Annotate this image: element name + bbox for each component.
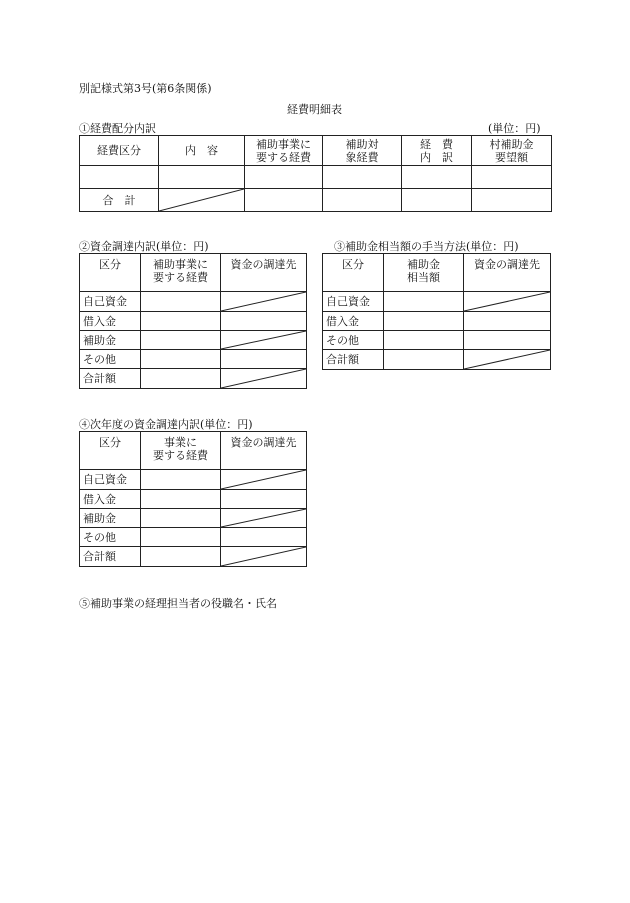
cell-input[interactable] <box>141 490 221 509</box>
diagonal-cell <box>221 369 307 389</box>
col-header-subsidy-equivalent: 補助金 相当額 <box>384 254 464 292</box>
page-title: 経費明細表 <box>287 103 342 116</box>
cell-input[interactable] <box>221 312 307 331</box>
diagonal-cell <box>221 470 307 490</box>
form-label: 別記様式第3号(第6条関係) <box>79 82 212 95</box>
cell-input[interactable] <box>141 350 221 369</box>
cell-input[interactable] <box>384 331 464 350</box>
diagonal-cell <box>221 331 307 350</box>
table-row <box>80 292 307 312</box>
cell-input[interactable] <box>141 369 221 389</box>
total-row <box>80 547 307 567</box>
table-row <box>323 292 551 312</box>
table-header-row <box>80 432 307 470</box>
row-label: 借入金 <box>323 312 384 331</box>
diagonal-cell <box>159 189 245 212</box>
cell-input[interactable] <box>384 292 464 312</box>
cell-input[interactable] <box>141 331 221 350</box>
cell-input[interactable] <box>141 528 221 547</box>
table-header-row <box>323 254 551 292</box>
table-row <box>80 470 307 490</box>
diagonal-cell <box>464 292 551 312</box>
cell-input[interactable] <box>80 166 159 189</box>
total-row <box>323 350 551 370</box>
col-header-funding-source: 資金の調達先 <box>221 432 307 470</box>
total-label: 合計額 <box>80 369 141 389</box>
cell-input[interactable] <box>245 166 323 189</box>
row-label: 借入金 <box>80 490 141 509</box>
table-row <box>80 166 552 189</box>
col-header-category: 区分 <box>80 432 141 470</box>
table-row <box>323 331 551 350</box>
cell-input[interactable] <box>384 350 464 370</box>
cell-input[interactable] <box>472 189 552 212</box>
cell-input[interactable] <box>245 189 323 212</box>
cell-input[interactable] <box>141 470 221 490</box>
cell-input[interactable] <box>141 292 221 312</box>
section5-heading: ⑤補助事業の経理担当者の役職名・氏名 <box>79 597 277 610</box>
row-label: 自己資金 <box>80 292 141 312</box>
expense-allocation-table <box>79 135 552 212</box>
cell-input[interactable] <box>221 528 307 547</box>
total-label: 合計額 <box>323 350 384 370</box>
cell-input[interactable] <box>402 189 472 212</box>
total-label: 合計額 <box>80 547 141 567</box>
col-header-requested-amount: 村補助金 要望額 <box>472 136 552 166</box>
cell-input[interactable] <box>402 166 472 189</box>
row-label: その他 <box>323 331 384 350</box>
table-row <box>80 331 307 350</box>
col-header-category: 経費区分 <box>80 136 159 166</box>
cell-input[interactable] <box>159 166 245 189</box>
row-label: その他 <box>80 528 141 547</box>
table-row <box>80 528 307 547</box>
col-header-funding-source: 資金の調達先 <box>221 254 307 292</box>
row-label: 補助金 <box>80 331 141 350</box>
col-header-breakdown: 経 費 内 訳 <box>402 136 472 166</box>
cell-input[interactable] <box>141 312 221 331</box>
section2-heading: ②資金調達内訳(単位：円) <box>79 240 209 253</box>
table-header-row <box>80 254 307 292</box>
funding-source-table <box>79 253 307 389</box>
table-row <box>80 490 307 509</box>
cell-input[interactable] <box>221 350 307 369</box>
col-header-funding-source: 資金の調達先 <box>464 254 551 292</box>
section3-heading: ③補助金相当額の手当方法(単位：円) <box>334 240 519 253</box>
subsidy-equivalent-table <box>322 253 551 370</box>
diagonal-cell <box>464 350 551 370</box>
cell-input[interactable] <box>384 312 464 331</box>
row-label: その他 <box>80 350 141 369</box>
diagonal-cell <box>221 292 307 312</box>
cell-input[interactable] <box>323 166 402 189</box>
row-label: 自己資金 <box>323 292 384 312</box>
col-header-project-cost: 補助事業に 要する経費 <box>141 254 221 292</box>
row-label: 補助金 <box>80 509 141 528</box>
table-row <box>80 312 307 331</box>
section1-heading: ①経費配分内訳 <box>79 122 156 135</box>
cell-input[interactable] <box>141 547 221 567</box>
cell-input[interactable] <box>141 509 221 528</box>
diagonal-cell <box>221 509 307 528</box>
section1-unit: (単位：円) <box>488 122 541 135</box>
col-header-eligible-cost: 補助対 象経費 <box>323 136 402 166</box>
table-row <box>323 312 551 331</box>
table-header-row <box>80 136 552 166</box>
total-row <box>80 189 552 212</box>
cell-input[interactable] <box>323 189 402 212</box>
next-year-funding-table <box>79 431 307 567</box>
total-row <box>80 369 307 389</box>
total-label: 合 計 <box>80 189 159 212</box>
cell-input[interactable] <box>472 166 552 189</box>
cell-input[interactable] <box>464 312 551 331</box>
row-label: 借入金 <box>80 312 141 331</box>
col-header-project-cost: 事業に 要する経費 <box>141 432 221 470</box>
section4-heading: ④次年度の資金調達内訳(単位：円) <box>79 418 253 431</box>
col-header-project-cost: 補助事業に 要する経費 <box>245 136 323 166</box>
row-label: 自己資金 <box>80 470 141 490</box>
cell-input[interactable] <box>221 490 307 509</box>
table-row <box>80 509 307 528</box>
diagonal-cell <box>221 547 307 567</box>
col-header-category: 区分 <box>80 254 141 292</box>
col-header-category: 区分 <box>323 254 384 292</box>
col-header-content: 内 容 <box>159 136 245 166</box>
cell-input[interactable] <box>464 331 551 350</box>
table-row <box>80 350 307 369</box>
